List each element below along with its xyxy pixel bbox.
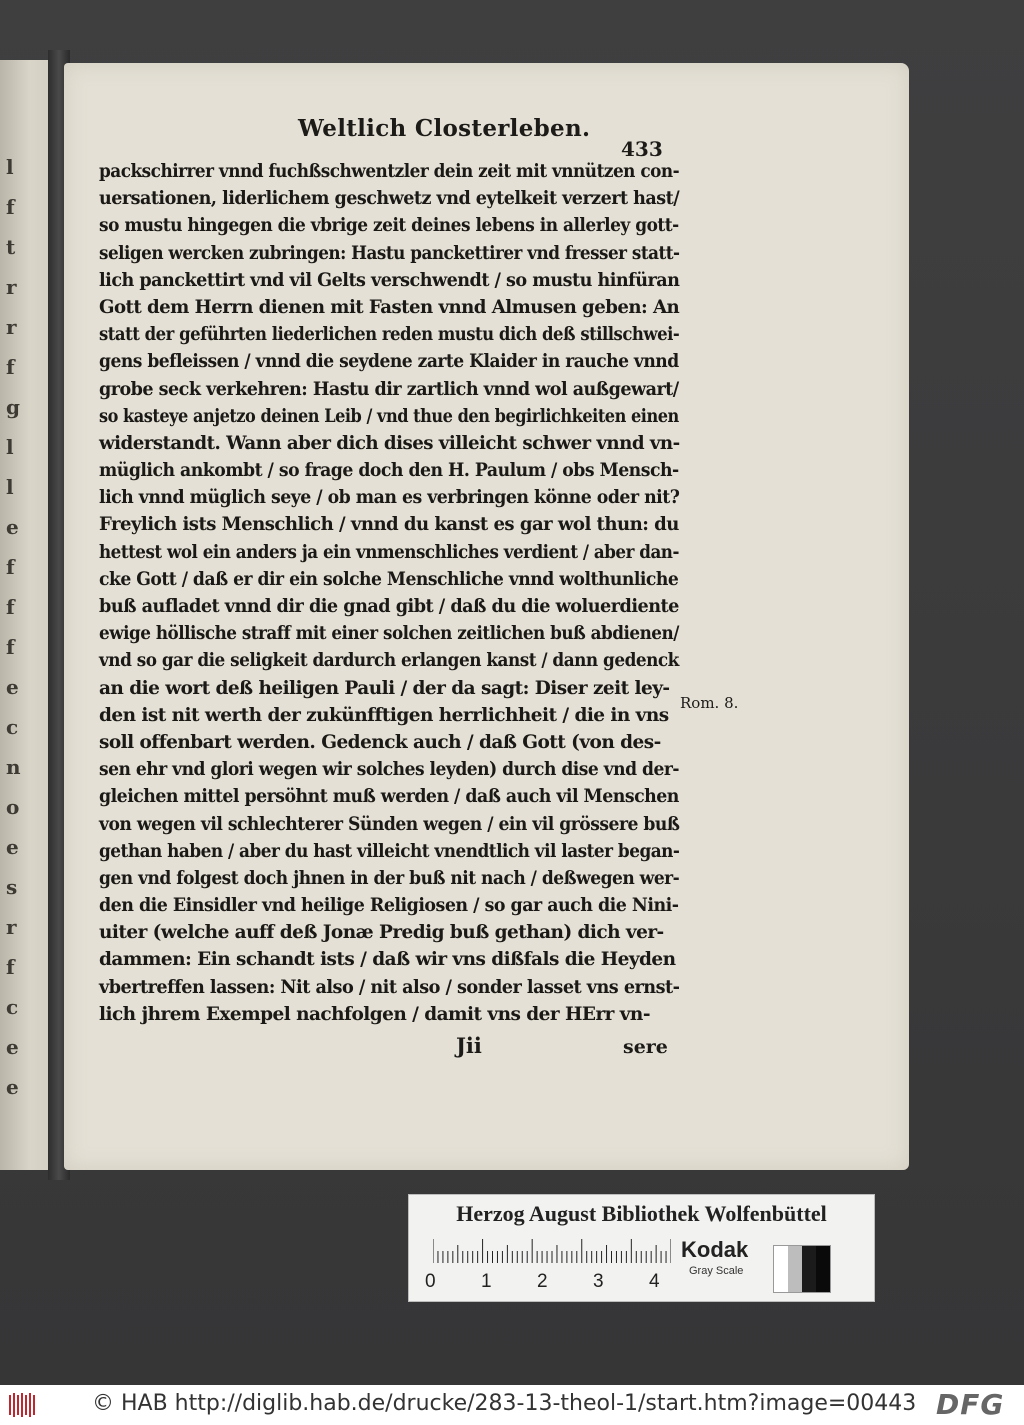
running-head: Weltlich Closterleben. bbox=[298, 115, 591, 142]
text-line: an die wort deß heiligen Pauli / der da sagt: Diser zeit ley- bbox=[99, 677, 670, 699]
left-page-fragment: r bbox=[6, 315, 16, 339]
text-line: vbertreffen lassen: Nit also / nit also / sonder lasset vns ernst- bbox=[99, 976, 680, 998]
text-line: lich panckettirt vnd vil Gelts verschwendt / so mustu hinfüran bbox=[99, 269, 680, 291]
left-page-fragment: f bbox=[6, 355, 14, 379]
body-text bbox=[99, 158, 679, 1028]
left-page-fragment: l bbox=[6, 155, 13, 179]
text-line: so mustu hingegen die vbrige zeit deines lebens in allerley gott- bbox=[99, 215, 679, 237]
left-page-fragment: r bbox=[6, 275, 16, 299]
left-page-fragment: f bbox=[6, 635, 14, 659]
left-page-fragment: t bbox=[6, 235, 15, 259]
text-line: seligen wercken zubringen: Hastu panckettirer vnd fresser statt- bbox=[99, 242, 680, 264]
left-page-fragment: l bbox=[6, 435, 13, 459]
text-line: Gott dem Herrn dienen mit Fasten vnnd Almusen geben: An bbox=[99, 296, 680, 318]
text-line: vnd so gar die seligkeit dardurch erlangen kanst / dann gedenck bbox=[99, 650, 679, 672]
text-line: so kasteye anjetzo deinen Leib / vnd thue den begirlichkeiten einen bbox=[99, 405, 679, 427]
library-name: Herzog August Bibliothek Wolfenbüttel bbox=[456, 1201, 827, 1226]
ruler-number: 3 bbox=[593, 1271, 604, 1292]
text-line: gethan haben / aber du hast villeicht vnendtlich vil laster began- bbox=[99, 840, 680, 862]
text-line: von wegen vil schlechterer Sünden wegen / ein vil grössere buß bbox=[99, 813, 680, 835]
ruler-scale bbox=[433, 1239, 671, 1263]
left-page-fragment: l bbox=[6, 475, 13, 499]
text-line: ewige höllische straff mit einer solchen zeitlichen buß abdienen/ bbox=[99, 623, 679, 645]
text-line: gen vnd folgest doch jhnen in der buß nit nach / deßwegen wer- bbox=[99, 867, 680, 889]
page-number: 433 bbox=[621, 137, 663, 161]
text-line: gens befleissen / vnnd die seydene zarte Klaider in rauche vnnd bbox=[99, 351, 679, 373]
text-line: sen ehr vnd glori wegen wir solches leyden) durch dise vnd der- bbox=[99, 759, 679, 781]
left-page-fragment: f bbox=[6, 595, 14, 619]
ruler-number: 1 bbox=[481, 1271, 492, 1292]
left-page-fragment: r bbox=[6, 915, 16, 939]
text-line: packschirrer vnnd fuchßschwentzler dein zeit mit vnnützen con- bbox=[99, 161, 680, 182]
text-line: hettest wol ein anders ja ein vnmenschliches verdient / aber dan- bbox=[99, 541, 679, 563]
text-line: lich jhrem Exempel nachfolgen / damit vns der HErr vn- bbox=[99, 1003, 650, 1025]
ruler-number: 2 bbox=[537, 1271, 548, 1292]
left-page-fragment: n bbox=[6, 755, 20, 779]
text-line: Freylich ists Menschlich / vnnd du kanst es gar wol thun: du bbox=[99, 514, 679, 536]
signature-mark: Jii bbox=[456, 1033, 482, 1058]
ruler-numbers bbox=[425, 1271, 675, 1295]
left-page-fragment: f bbox=[6, 195, 14, 219]
left-page-fragment: c bbox=[6, 995, 18, 1019]
dfg-logo: DFG bbox=[936, 1388, 1005, 1421]
text-line: müglich ankombt / so frage doch den H. Paulum / obs Mensch- bbox=[99, 460, 679, 482]
ruler-number: 0 bbox=[425, 1271, 436, 1292]
text-line: widerstandt. Wann aber dich dises villeicht schwer vnnd vn- bbox=[99, 432, 680, 454]
ruler-number: 4 bbox=[649, 1271, 660, 1292]
kodak-subtitle: Gray Scale bbox=[689, 1265, 744, 1277]
text-line: statt der geführten liederlichen reden mustu dich deß stillschwei- bbox=[99, 324, 680, 346]
left-page-fragment: e bbox=[6, 675, 18, 699]
text-line: soll offenbart werden. Gedenck auch / daß Gott (von des- bbox=[99, 731, 661, 753]
left-page-fragment: e bbox=[6, 1075, 18, 1099]
footer-bar bbox=[0, 1385, 1024, 1425]
left-page-fragment: f bbox=[6, 555, 14, 579]
left-page-fragment: s bbox=[6, 875, 17, 899]
left-page-fragment: o bbox=[6, 795, 19, 819]
gray-scale-patch bbox=[773, 1245, 831, 1293]
text-line: dammen: Ein schandt ists / daß wir vns dißfals die Heyden bbox=[99, 949, 676, 971]
left-page-fragment: f bbox=[6, 955, 14, 979]
text-line: grobe seck verkehren: Hastu dir zartlich vnnd wol außgewart/ bbox=[99, 378, 679, 400]
text-line: lich vnnd müglich seye / ob man es verbringen könne oder nit? bbox=[99, 487, 680, 509]
text-line: uersationen, liderlichem geschwetz vnd eytelkeit verzert hast/ bbox=[99, 188, 680, 210]
library-label-card bbox=[408, 1194, 875, 1302]
left-page-fragment: g bbox=[6, 395, 19, 419]
text-line: uiter (welche auff deß Jonæ Predig buß gethan) dich ver- bbox=[99, 922, 664, 944]
footer-credit-link[interactable]: © HAB http://diglib.hab.de/drucke/283-13-theol-1/start.htm?image=00443 bbox=[92, 1391, 917, 1416]
kodak-brand: Kodak bbox=[681, 1237, 749, 1262]
catchword: sere bbox=[623, 1036, 668, 1058]
text-line: den ist nit werth der zukünfftigen herrlichheit / die in vns bbox=[99, 704, 669, 726]
hab-barcode-logo-icon bbox=[8, 1392, 38, 1418]
text-line: cke Gott / daß er dir ein solche Menschliche vnnd wolthunliche bbox=[99, 568, 679, 590]
left-page-fragment: e bbox=[6, 1035, 18, 1059]
text-line: gleichen mittel persöhnt muß werden / daß auch vil Menschen bbox=[99, 786, 679, 808]
left-page-fragment: e bbox=[6, 835, 18, 859]
margin-note: Rom. 8. bbox=[680, 694, 739, 712]
left-page-fragment: c bbox=[6, 715, 18, 739]
text-line: den die Einsidler vnd heilige Religiosen / so gar auch die Nini- bbox=[99, 895, 679, 917]
text-line: buß aufladet vnnd dir die gnad gibt / daß du die woluerdiente bbox=[99, 596, 679, 617]
left-page-fragment: e bbox=[6, 515, 18, 539]
